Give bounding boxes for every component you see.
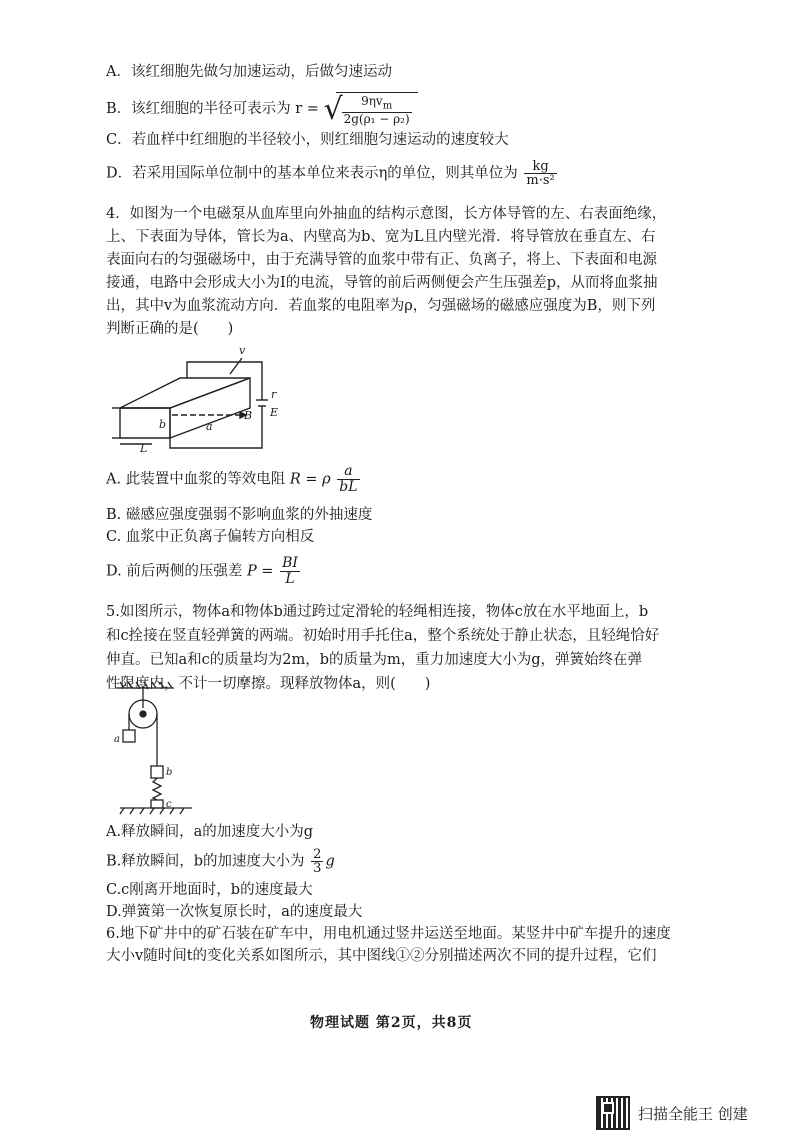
- q5-option-b: [106, 848, 335, 875]
- fraction-numerator: 2: [313, 847, 322, 862]
- q4-option-d-lhs: P =: [246, 563, 274, 580]
- label-b: b: [159, 418, 167, 431]
- q3-option-c: C．若血样中红细胞的半径较小，则红细胞匀速运动的速度较大: [106, 132, 509, 148]
- q3-option-a: A．该红细胞先做匀加速运动，后做匀速运动: [106, 64, 392, 80]
- scanner-watermark: [596, 1096, 748, 1130]
- q3-option-b: [106, 92, 418, 126]
- q5-option-a: A.释放瞬间，a的加速度大小为g: [106, 824, 314, 840]
- q5-option-b-tail: g: [325, 853, 335, 870]
- q4-stem-line: 出，其中v为血浆流动方向．若血浆的电阻率为ρ，匀强磁场的磁感应强度为B，则下列: [106, 298, 656, 314]
- q5-stem-line: 和c拴接在竖直轻弹簧的两端。初始时用手托住a，整个系统处于静止状态，且轻绳恰好: [106, 628, 660, 644]
- q5-option-d: D.弹簧第一次恢复原长时，a的速度最大: [106, 904, 363, 920]
- q6-stem-line: 大小v随时间t的变化关系如图所示，其中图线①②分别描述两次不同的提升过程，它们: [106, 948, 657, 964]
- unit-denominator: m·s²: [526, 173, 555, 188]
- unit-numerator: kg: [524, 160, 556, 174]
- label-r: r: [271, 388, 277, 401]
- q4-option-b: B. 磁感应强度强弱不影响血浆的外抽速度: [106, 507, 373, 523]
- q5-stem-line: 性限度内，不计一切摩擦。现释放物体a，则( ): [106, 676, 431, 692]
- qr-code-icon: [596, 1096, 630, 1130]
- resistance-denominator: bL: [339, 479, 358, 495]
- label-v: v: [239, 344, 246, 357]
- q4-stem-line: 接通，电路中会形成大小为I的电流，导管的前后两侧便会产生压强差p，从而将血浆抽: [106, 275, 658, 291]
- q4-option-d-text: D. 前后两侧的压强差: [106, 563, 243, 580]
- formula-numerator-sub: m: [382, 100, 393, 112]
- page-footer: 物理试题 第2页，共8页: [310, 1015, 473, 1031]
- q3-option-b-lhs: r =: [295, 101, 319, 118]
- q3-option-d-text: D．若采用国际单位制中的基本单位来表示η的单位，则其单位为: [106, 165, 518, 182]
- q4-option-d: [106, 556, 302, 587]
- sqrt-formula: √ $\frac{9\eta v_m}{\text{2g(ρ₁ − ρ₂)}}$: [324, 92, 418, 126]
- label-c: c: [166, 799, 172, 810]
- q3-option-b-text: B．该红细胞的半径可表示为: [106, 101, 291, 118]
- label-L: L: [140, 442, 148, 455]
- formula-numerator: 9ηv: [361, 94, 383, 108]
- fraction-denominator: 3: [313, 861, 322, 876]
- label-B: B: [244, 409, 253, 422]
- q3-option-d: [106, 160, 559, 187]
- pressure-numerator: BI: [282, 555, 298, 571]
- q4-option-a-lhs: R = ρ: [289, 471, 331, 488]
- q5-stem-line: 5.如图所示，物体a和物体b通过跨过定滑轮的轻绳相连接，物体c放在水平地面上，b: [106, 604, 649, 620]
- pressure-denominator: L: [285, 571, 295, 587]
- resistance-numerator: a: [344, 463, 353, 479]
- formula-denominator: 2g(ρ₁ − ρ₂): [343, 112, 410, 127]
- label-E: E: [270, 406, 279, 419]
- q5-option-c: C.c刚离开地面时，b的速度最大: [106, 882, 313, 898]
- label-b: b: [166, 767, 173, 778]
- q5-stem-line: 伸直。已知a和c的质量均为2m，b的质量为m，重力加速度大小为g，弹簧始终在弹: [106, 652, 643, 668]
- electromagnetic-pump-figure: [112, 340, 302, 455]
- pulley-spring-figure: [112, 680, 212, 815]
- q5-option-b-text: B.释放瞬间，b的加速度大小为: [106, 853, 305, 870]
- q4-stem-line: 表面向右的匀强磁场中，由于充满导管的血浆中带有正、负离子，将上、下表面和电源: [106, 252, 657, 268]
- label-a: a: [114, 734, 120, 745]
- q4-option-a: [106, 464, 362, 495]
- label-a: a: [206, 420, 213, 433]
- q6-stem-line: 6.地下矿井中的矿石装在矿车中，用电机通过竖井运送至地面。某竖井中矿车提升的速度: [106, 926, 671, 942]
- q4-stem-line: 判断正确的是( ): [106, 321, 234, 337]
- q4-option-a-text: A. 此装置中血浆的等效电阻: [106, 471, 286, 488]
- q4-stem-line: 4．如图为一个电磁泵从血库里向外抽血的结构示意图，长方体导管的左、右表面绝缘，: [106, 206, 667, 222]
- q4-stem-line: 上、下表面为导体，管长为a、内壁高为b、宽为L且内壁光滑．将导管放在垂直左、右: [106, 229, 656, 245]
- scanner-text: 扫描全能王 创建: [638, 1104, 748, 1123]
- q4-option-c: C. 血浆中正负离子偏转方向相反: [106, 529, 315, 545]
